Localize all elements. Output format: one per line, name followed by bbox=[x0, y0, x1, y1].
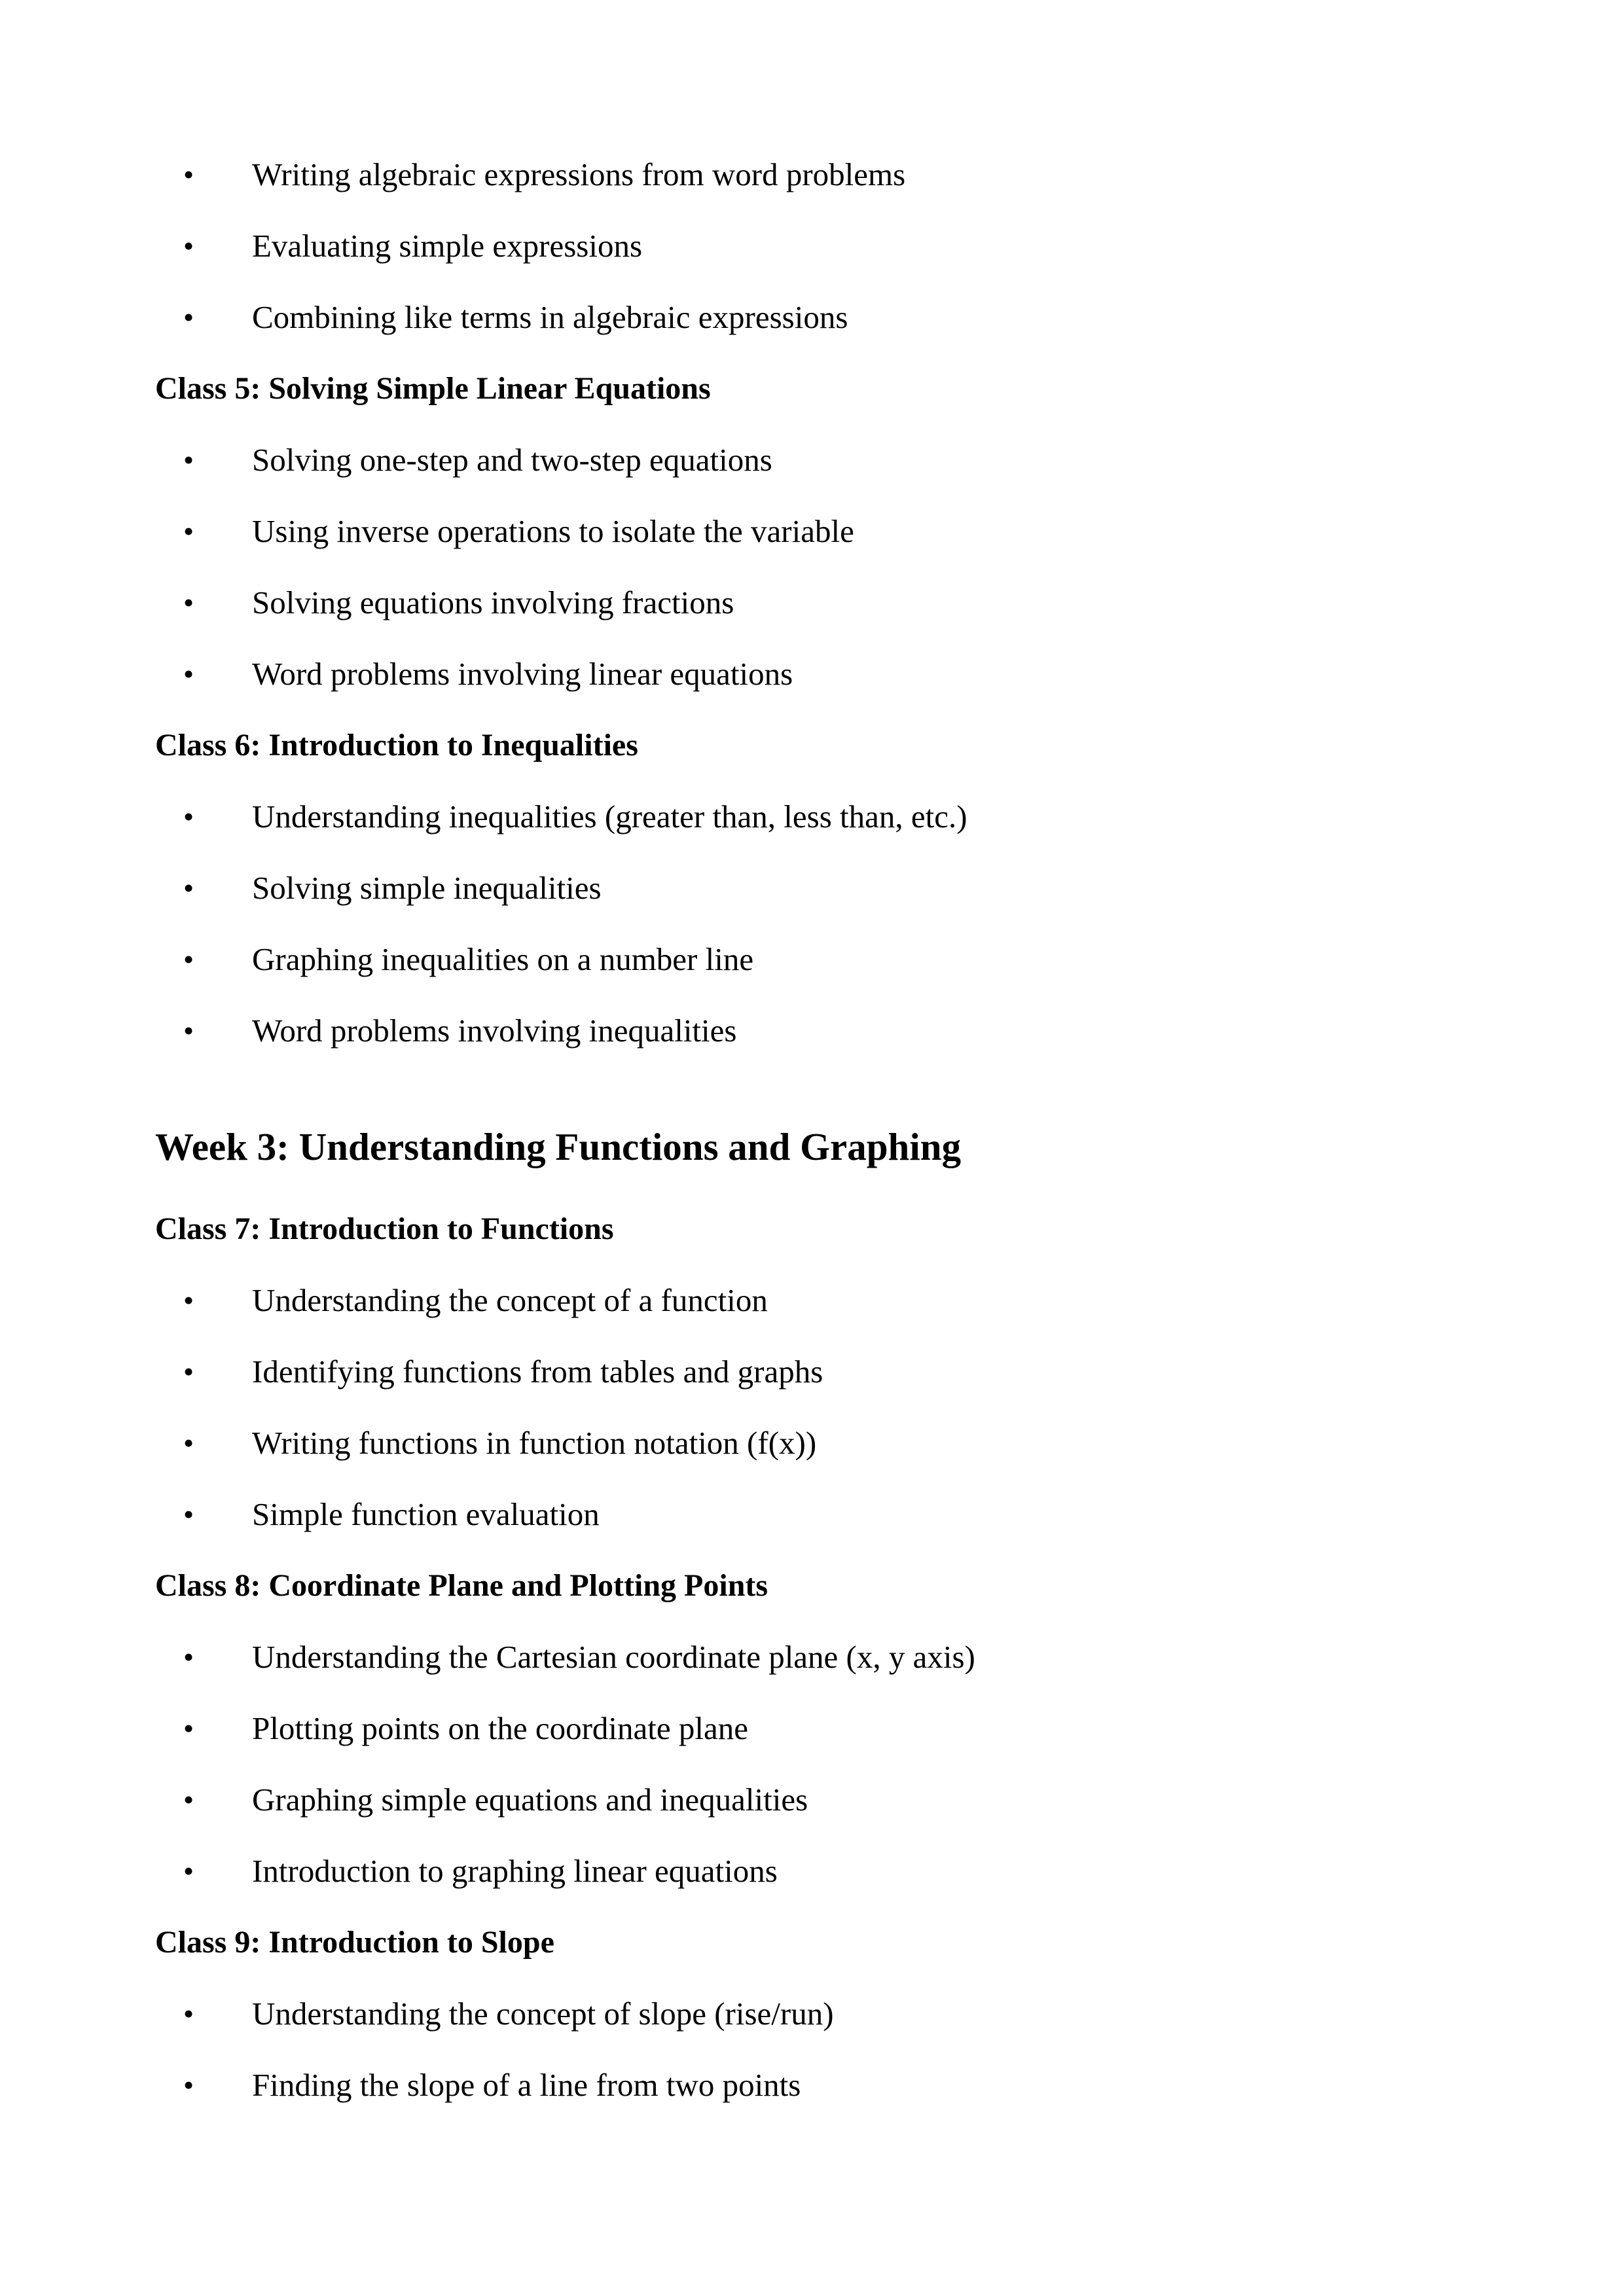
list-item bbox=[0, 512, 1440, 564]
list-item bbox=[0, 869, 1440, 921]
list-item bbox=[0, 797, 1440, 850]
bullet-icon: • bbox=[183, 657, 194, 691]
bullet-icon: • bbox=[183, 586, 194, 619]
bullet-icon: • bbox=[183, 514, 194, 548]
list-item bbox=[0, 1352, 1440, 1405]
list-item-text: Writing functions in function notation (f(x)) bbox=[252, 1425, 817, 1461]
list-item-text: Word problems involving inequalities bbox=[252, 1013, 737, 1049]
class-5-heading: Class 5: Solving Simple Linear Equations bbox=[155, 371, 711, 406]
list-item bbox=[0, 1638, 1440, 1690]
list-item-text: Finding the slope of a line from two points bbox=[252, 2067, 801, 2103]
list-item-text: Understanding inequalities (greater than, less than, etc.) bbox=[252, 798, 967, 834]
list-item bbox=[0, 1709, 1440, 1761]
list-item-text: Graphing inequalities on a number line bbox=[252, 941, 754, 977]
list-item bbox=[0, 440, 1440, 493]
list-item bbox=[0, 1852, 1440, 1904]
bullet-icon: • bbox=[183, 1783, 194, 1816]
bullet-icon: • bbox=[183, 1997, 194, 2030]
list-item-text: Solving equations involving fractions bbox=[252, 584, 734, 620]
list-item bbox=[0, 1495, 1440, 1547]
bullet-icon: • bbox=[183, 1355, 194, 1388]
list-item-text: Plotting points on the coordinate plane bbox=[252, 1710, 749, 1746]
bullet-icon: • bbox=[183, 443, 194, 476]
week-3-heading: Week 3: Understanding Functions and Graphing bbox=[155, 1125, 962, 1168]
list-item bbox=[0, 1424, 1440, 1476]
list-item bbox=[0, 1780, 1440, 1833]
class-9-heading: Class 9: Introduction to Slope bbox=[155, 1925, 554, 1960]
list-item bbox=[0, 226, 1440, 279]
bullet-icon: • bbox=[183, 1426, 194, 1460]
list-item-text: Graphing simple equations and inequalities bbox=[252, 1782, 808, 1818]
list-item-text: Solving one-step and two-step equations bbox=[252, 442, 772, 478]
list-item-text: Using inverse operations to isolate the variable bbox=[252, 513, 854, 549]
list-item-text: Identifying functions from tables and graphs bbox=[252, 1354, 823, 1390]
bullet-icon: • bbox=[183, 1854, 194, 1888]
bullet-icon: • bbox=[183, 158, 194, 191]
list-item-text: Understanding the Cartesian coordinate plane (x, y axis) bbox=[252, 1639, 975, 1675]
list-item bbox=[0, 1994, 1440, 2047]
bullet-icon: • bbox=[183, 229, 194, 262]
bullet-icon: • bbox=[183, 1640, 194, 1674]
list-item bbox=[0, 1011, 1440, 1064]
list-item-text: Simple function evaluation bbox=[252, 1496, 600, 1532]
bullet-icon: • bbox=[183, 800, 194, 833]
list-item bbox=[0, 583, 1440, 636]
class-7-heading: Class 7: Introduction to Functions bbox=[155, 1211, 614, 1246]
class-6-heading: Class 6: Introduction to Inequalities bbox=[155, 728, 638, 762]
list-item-text: Combining like terms in algebraic expressions bbox=[252, 299, 848, 335]
bullet-icon: • bbox=[183, 871, 194, 905]
bullet-icon: • bbox=[183, 1014, 194, 1047]
list-item-text: Solving simple inequalities bbox=[252, 870, 602, 906]
bullet-icon: • bbox=[183, 1498, 194, 1531]
list-item-text: Understanding the concept of slope (rise/run) bbox=[252, 1996, 834, 2032]
bullet-icon: • bbox=[183, 1283, 194, 1317]
list-item-text: Word problems involving linear equations bbox=[252, 656, 793, 692]
list-item-text: Introduction to graphing linear equations bbox=[252, 1853, 778, 1889]
bullet-icon: • bbox=[183, 2068, 194, 2102]
list-item-text: Evaluating simple expressions bbox=[252, 228, 643, 264]
bullet-icon: • bbox=[183, 1712, 194, 1745]
list-item bbox=[0, 2066, 1440, 2118]
list-item bbox=[0, 1281, 1440, 1333]
bullet-icon: • bbox=[183, 300, 194, 334]
list-item-text: Writing algebraic expressions from word problems bbox=[252, 156, 906, 192]
list-item bbox=[0, 155, 1440, 207]
list-item bbox=[0, 298, 1440, 350]
class-8-heading: Class 8: Coordinate Plane and Plotting Points bbox=[155, 1568, 768, 1603]
list-item bbox=[0, 655, 1440, 707]
bullet-icon: • bbox=[183, 942, 194, 976]
list-item bbox=[0, 940, 1440, 992]
list-item-text: Understanding the concept of a function bbox=[252, 1282, 768, 1318]
